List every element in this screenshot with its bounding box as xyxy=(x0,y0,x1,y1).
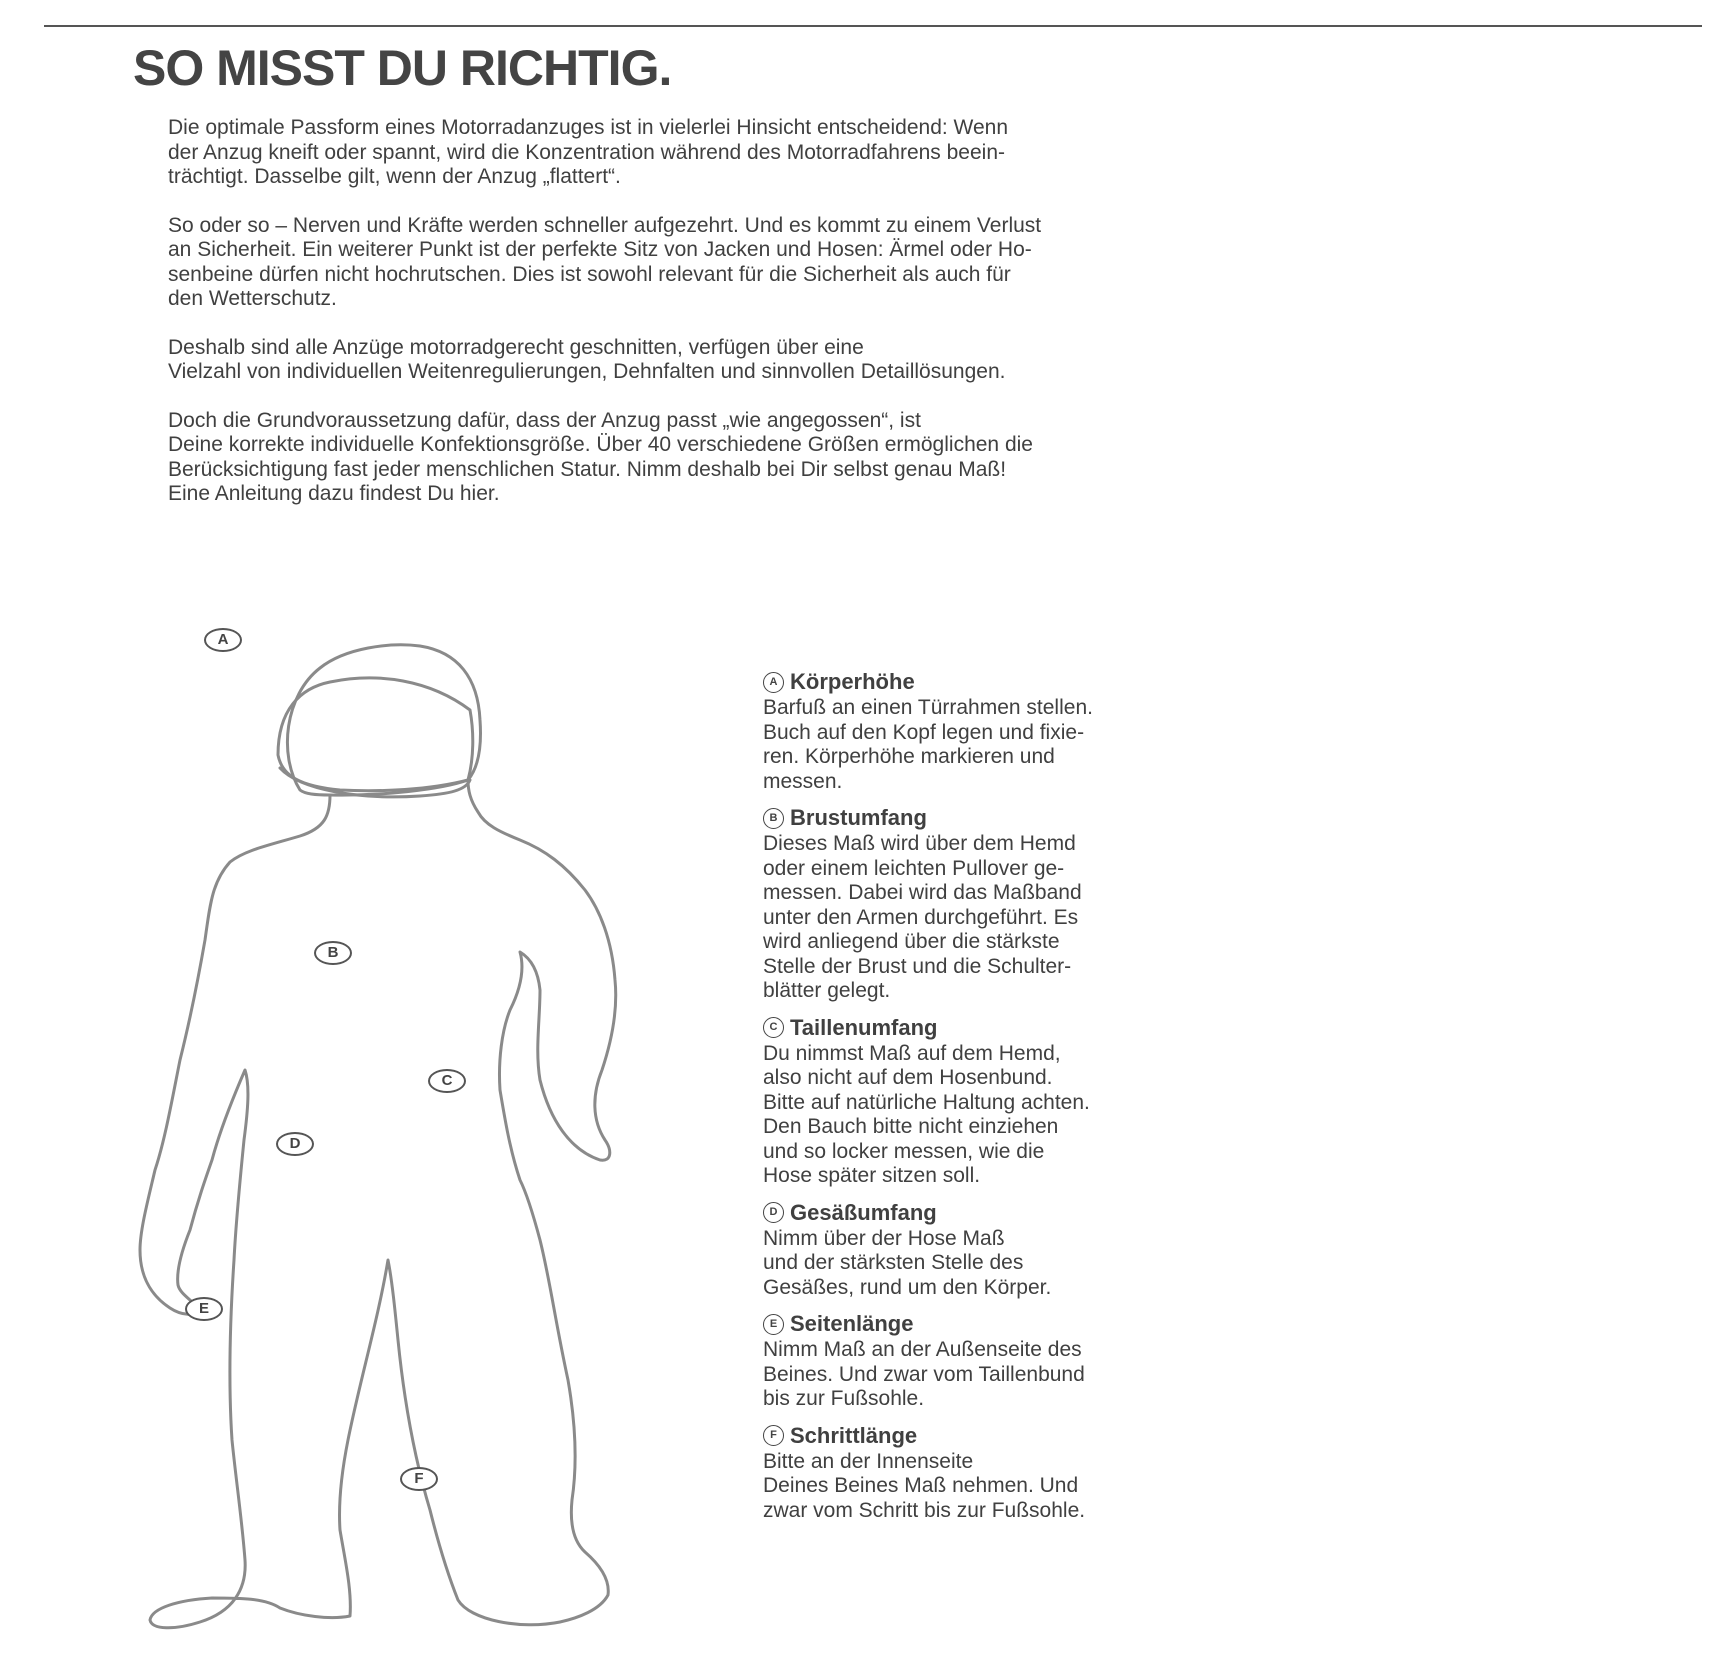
marker-f: F xyxy=(400,1467,438,1491)
intro-line: Eine Anleitung dazu findest Du hier. xyxy=(168,482,500,505)
measure-title: Taillenumfang xyxy=(790,1014,938,1040)
measure-line: und so locker messen, wie die xyxy=(763,1139,1045,1163)
measure-line: Bitte auf natürliche Haltung achten. xyxy=(763,1090,1090,1114)
letter-e-icon: E xyxy=(763,1314,784,1335)
letter-f-icon: F xyxy=(763,1425,784,1446)
marker-a: A xyxy=(204,628,242,652)
marker-e: E xyxy=(185,1297,223,1321)
measure-line: oder einem leichten Pullover ge- xyxy=(763,856,1065,880)
measure-line: Stelle der Brust und die Schulter- xyxy=(763,954,1072,978)
helmet-visor-outline xyxy=(278,678,473,791)
intro-line: senbeine dürfen nicht hochrutschen. Dies ist sowohl relevant für die Sicherheit als auch für xyxy=(168,262,1011,286)
measure-heading xyxy=(763,668,1323,696)
intro-line: der Anzug kneift oder spannt, wird die Konzentration während des Motorradfahrens beein- xyxy=(168,140,1006,164)
intro-line: So oder so – Nerven und Kräfte werden schneller aufgezehrt. Und es kommt zu einem Verlust xyxy=(168,213,1042,237)
intro-line: an Sicherheit. Ein weiterer Punkt ist der perfekte Sitz von Jacken und Hosen: Ärmel oder Ho- xyxy=(168,238,1032,261)
marker-d: D xyxy=(276,1132,314,1156)
intro-paragraph xyxy=(168,336,1418,385)
measure-heading xyxy=(763,1422,1323,1450)
measure-line: messen. xyxy=(763,769,843,793)
measure-item-seitenlaenge xyxy=(763,1310,1323,1412)
intro-line: den Wetterschutz. xyxy=(168,287,337,310)
letter-a-icon: A xyxy=(763,672,784,693)
measure-line: Den Bauch bitte nicht einziehen xyxy=(763,1115,1059,1138)
measure-line: bis zur Fußsohle. xyxy=(763,1387,925,1410)
intro-line: trächtigt. Dasselbe gilt, wenn der Anzug „flattert“. xyxy=(168,165,621,188)
measure-heading xyxy=(763,1199,1323,1227)
measure-line: Gesäßes, rund um den Körper. xyxy=(763,1275,1052,1299)
measure-line: Du nimmst Maß auf dem Hemd, xyxy=(763,1041,1061,1065)
measure-line: ren. Körperhöhe markieren und xyxy=(763,745,1055,768)
measure-item-brustumfang xyxy=(763,804,1323,1004)
measure-description xyxy=(763,696,1323,794)
marker-c: C xyxy=(428,1069,466,1093)
measure-description xyxy=(763,1338,1323,1412)
measure-title: Seitenlänge xyxy=(790,1311,914,1336)
marker-b: B xyxy=(314,941,352,965)
intro-line: Vielzahl von individuellen Weitenregulierungen, Dehnfalten und sinnvollen Detaillösungen. xyxy=(168,360,1006,383)
measure-line: Bitte an der Innenseite xyxy=(763,1449,974,1473)
measure-title: Brustumfang xyxy=(790,805,927,830)
top-divider xyxy=(44,25,1702,27)
measure-line: also nicht auf dem Hosenbund. xyxy=(763,1066,1053,1089)
measure-heading xyxy=(763,1014,1323,1042)
page-title: SO MISST DU RICHTIG. xyxy=(133,40,672,96)
measure-title: Schrittlänge xyxy=(790,1422,918,1448)
measurement-instructions xyxy=(763,668,1323,1533)
measure-line: wird anliegend über die stärkste xyxy=(763,930,1060,953)
intro-text xyxy=(168,116,1418,531)
measure-description xyxy=(763,832,1323,1004)
measure-item-schrittlaenge xyxy=(763,1422,1323,1524)
measure-heading xyxy=(763,1310,1323,1338)
measure-item-gesaessumfang xyxy=(763,1199,1323,1301)
measure-line: blätter gelegt. xyxy=(763,979,891,1002)
intro-line: Deine korrekte individuelle Konfektionsgröße. Über 40 verschiedene Größen ermöglichen die xyxy=(168,433,1033,456)
measure-line: Nimm Maß an der Außenseite des xyxy=(763,1338,1082,1361)
measure-line: Hose später sitzen soll. xyxy=(763,1164,981,1187)
measure-line: unter den Armen durchgeführt. Es xyxy=(763,905,1079,929)
measure-line: Beines. Und zwar vom Taillenbund xyxy=(763,1362,1085,1386)
measure-description xyxy=(763,1450,1323,1524)
measure-line: messen. Dabei wird das Maßband xyxy=(763,881,1082,904)
measure-line: Barfuß an einen Türrahmen stellen. xyxy=(763,696,1093,719)
measure-title: Gesäßumfang xyxy=(790,1199,937,1225)
measure-description xyxy=(763,1227,1323,1301)
intro-line: Deshalb sind alle Anzüge motorradgerecht geschnitten, verfügen über eine xyxy=(168,335,864,359)
intro-line: Die optimale Passform eines Motorradanzuges ist in vielerlei Hinsicht entscheidend: Wenn xyxy=(168,116,1009,139)
measure-line: Buch auf den Kopf legen und fixie- xyxy=(763,720,1085,744)
helmet-outline xyxy=(287,645,480,795)
measure-line: zwar vom Schritt bis zur Fußsohle. xyxy=(763,1498,1086,1522)
measure-description xyxy=(763,1042,1323,1189)
intro-paragraph xyxy=(168,214,1418,312)
letter-d-icon: D xyxy=(763,1202,784,1223)
measure-heading xyxy=(763,804,1323,832)
intro-line: Doch die Grundvoraussetzung dafür, dass der Anzug passt „wie angegossen“, ist xyxy=(168,408,921,432)
measure-line: Deines Beines Maß nehmen. Und xyxy=(763,1474,1079,1497)
intro-paragraph xyxy=(168,116,1418,190)
letter-c-icon: C xyxy=(763,1017,784,1038)
measure-item-taillenumfang xyxy=(763,1014,1323,1189)
rider-figure xyxy=(0,631,740,1640)
intro-line: Berücksichtigung fast jeder menschlichen Statur. Nimm deshalb bei Dir selbst genau Maß! xyxy=(168,457,1007,481)
intro-paragraph xyxy=(168,409,1418,507)
measure-line: Nimm über der Hose Maß xyxy=(763,1226,1005,1250)
measure-line: und der stärksten Stelle des xyxy=(763,1251,1024,1274)
body-outline xyxy=(140,780,616,1628)
measure-title: Körperhöhe xyxy=(790,669,915,694)
rider-outline-illustration xyxy=(0,640,740,1640)
measure-line: Dieses Maß wird über dem Hemd xyxy=(763,832,1076,855)
measure-item-koerperhoehe xyxy=(763,668,1323,794)
letter-b-icon: B xyxy=(763,808,784,829)
